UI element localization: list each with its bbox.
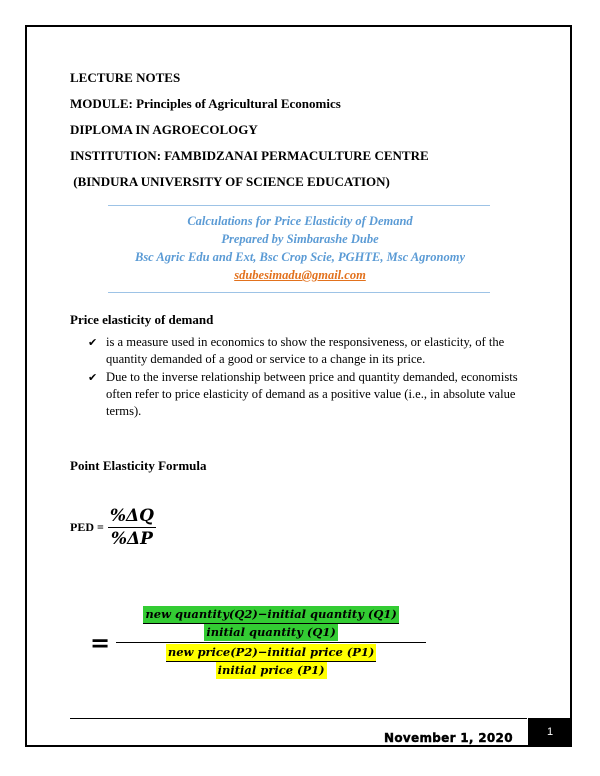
price-numerator: new price(P2)−initial price (P1) [166, 644, 376, 662]
subtitle-title: Calculations for Price Elasticity of Demand [187, 214, 413, 228]
header-university: (BINDURA UNIVERSITY OF SCIENCE EDUCATION) [70, 174, 390, 189]
document-header [70, 70, 429, 200]
section-title-price-elasticity: Price elasticity of demand [70, 312, 214, 327]
price-denominator: initial price (P1) [217, 663, 325, 677]
list-item [86, 334, 526, 368]
equals-sign: = [90, 628, 111, 657]
email-link[interactable]: sdubesimadu@gmail.com [234, 268, 366, 282]
quantity-numerator: new quantity(Q2)−initial quantity (Q1) [143, 606, 398, 624]
ped-numerator: %ΔQ [109, 506, 154, 526]
subtitle-block [100, 212, 500, 284]
ped-denominator: %ΔP [110, 529, 153, 549]
main-fraction-bar [116, 642, 426, 643]
price-change-group [166, 644, 376, 679]
quantity-change-group [143, 606, 398, 641]
bullet-list [86, 334, 526, 421]
top-divider [108, 205, 490, 206]
checkmark-icon: ✔ [88, 371, 98, 384]
header-lecture-notes: LECTURE NOTES [70, 70, 181, 85]
ped-label: PED = [70, 520, 104, 534]
bullet-text: is a measure used in economics to show the responsiveness, or elasticity, of the quantity demanded of a good or service to a change in its price. [106, 335, 505, 366]
ped-formula [70, 505, 156, 550]
ped-fraction [108, 505, 156, 550]
bottom-divider [108, 292, 490, 293]
page-number: 1 [528, 718, 572, 747]
header-module: MODULE: Principles of Agricultural Economics [70, 96, 341, 111]
subtitle-prepared-by: Prepared by Simbarashe Dube [221, 232, 379, 246]
quantity-denominator: initial quantity (Q1) [206, 625, 336, 639]
expanded-formula [90, 606, 426, 679]
subtitle-credentials: Bsc Agric Edu and Ext, Bsc Crop Scie, PGHTE, Msc Agronomy [134, 250, 465, 264]
list-item [86, 369, 526, 420]
footer-date: November 1, 2020 [384, 731, 513, 745]
footer-divider [70, 718, 527, 719]
bullet-text: Due to the inverse relationship between price and quantity demanded, economists often refer to price elasticity of demand as a positive value (i.e., in absolute value terms). [106, 370, 518, 418]
expanded-fraction [116, 606, 426, 679]
checkmark-icon: ✔ [88, 336, 98, 349]
header-diploma: DIPLOMA IN AGROECOLOGY [70, 122, 258, 137]
section-title-point-elasticity: Point Elasticity Formula [70, 458, 207, 473]
header-institution: INSTITUTION: FAMBIDZANAI PERMACULTURE CENTRE [70, 148, 429, 163]
